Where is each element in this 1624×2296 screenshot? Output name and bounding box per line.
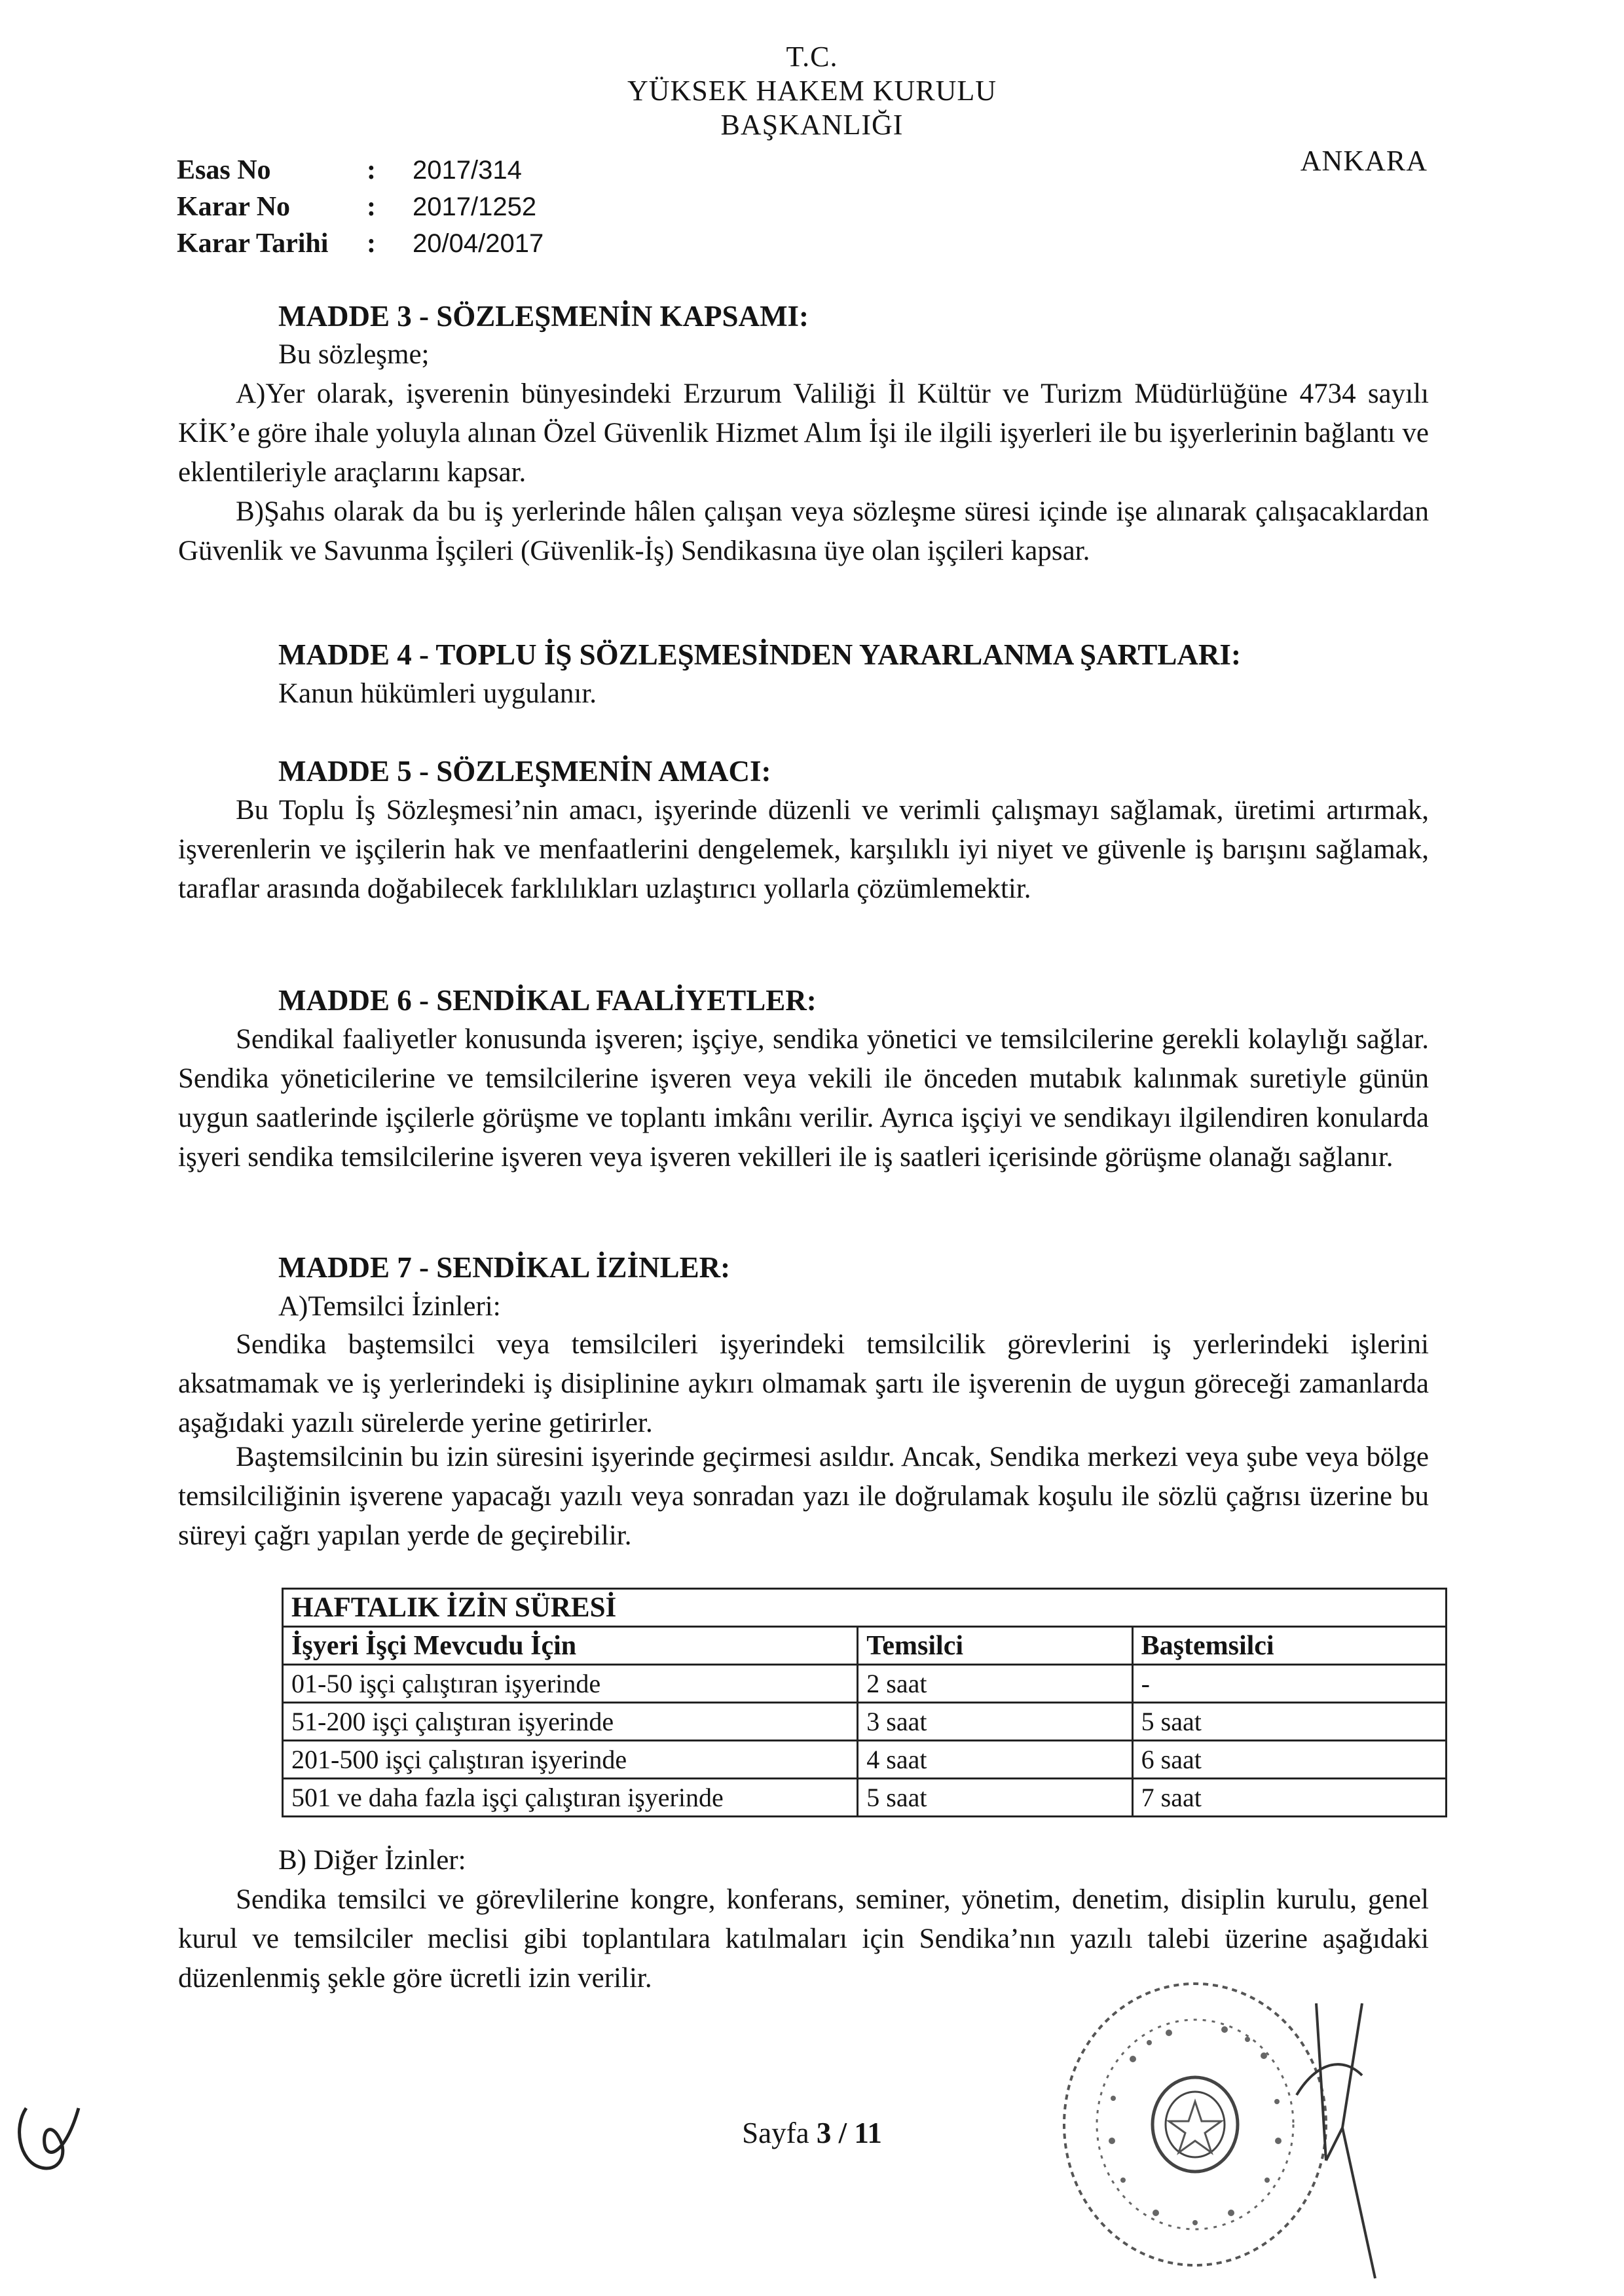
madde7-b-title: B) Diğer İzinler: (278, 1845, 466, 1876)
table-header-row (283, 1627, 1447, 1665)
meta-label: Esas No (177, 155, 271, 185)
madde7-heading: MADDE 7 - SENDİKAL İZİNLER: (278, 1251, 731, 1284)
meta-esas-no: Esas No : 2017/314 (177, 152, 522, 189)
header-city: ANKARA (1300, 145, 1428, 177)
table-cell: 6 saat (1132, 1741, 1446, 1779)
table-cell: 5 saat (858, 1779, 1132, 1817)
table-cell: 01-50 işçi çalıştıran işyerinde (283, 1665, 858, 1703)
total-pages: 11 (854, 2117, 882, 2149)
table-cell: 5 saat (1132, 1703, 1446, 1741)
madde7-a-paragraph-2: Baştemsilcinin bu izin süresini işyerinde geçirmesi asıldır. Ancak, Sendika merkezi veya şube veya bölge temsilciliğinin işverene yapacağı yazılı veya sonradan yazı ile doğrulamak koşulu ile sözlü çağrısı üzerine bu süreyi çağrı yapılan yerde de geçirebilir. (178, 1442, 1429, 1551)
table-cell: 2 saat (858, 1665, 1132, 1703)
weekly-leave-table (282, 1588, 1447, 1817)
meta-label: Karar Tarihi (177, 228, 329, 259)
madde6-heading: MADDE 6 - SENDİKAL FAALİYETLER: (278, 984, 817, 1017)
madde4-text: Kanun hükümleri uygulanır. (278, 678, 597, 709)
table-title-row (283, 1589, 1447, 1627)
table-row (283, 1703, 1447, 1741)
header-department: BAŞKANLIĞI (720, 109, 904, 141)
madde3-item-a: A)Yer olarak, işverenin bünyesindeki Erzurum Valiliği İl Kültür ve Turizm Müdürlüğüne 4734 sayılı KİK’e göre ihale yoluyla alınan Özel Güvenlik Hizmet Alım İşi ile ilgili işyerleri ile bu işyerlerinin bağlantı ve eklentileriyle araçlarını kapsar. (178, 378, 1429, 488)
table-header-cell: Temsilci (858, 1627, 1132, 1665)
page-prefix: Sayfa (742, 2117, 809, 2149)
madde5-text: Bu Toplu İş Sözleşmesi’nin amacı, işyerinde düzenli ve verimli çalışmayı sağlamak, üretimi artırmak, işverenlerin ve işçilerin hak ve menfaatlerini dengelemek, karşılıklı iyi niyet ve güvenle iş barışını sağlamak, taraflar arasında doğabilecek farklılıkları uzlaştırıcı yollarla çözümlemektir. (178, 795, 1429, 904)
header-tc: T.C. (786, 41, 838, 73)
madde7-b-paragraph-1: Sendika temsilci ve görevlilerine kongre, konferans, seminer, yönetim, denetim, disiplin kurulu, genel kurul ve temsilciler meclisi gibi toplantılara katılmaları için Sendika’nın yazılı talebi üzerine aşağıdaki düzenlenmiş şekle göre ücretli izin verilir. (178, 1884, 1429, 1994)
table-cell: 201-500 işçi çalıştıran işyerinde (283, 1741, 858, 1779)
madde3-item-b: B)Şahıs olarak da bu iş yerlerinde hâlen çalışan veya sözleşme süresi içinde işe alınarak çalışacaklardan Güvenlik ve Savunma İşçileri (Güvenlik-İş) Sendikasına üye olan işçileri kapsar. (178, 496, 1429, 566)
page-number (0, 2116, 1624, 2150)
madde7-a-paragraph-1: Sendika baştemsilci veya temsilcileri işyerindeki temsilcilik görevlerini iş yerlerindeki işlerini aksatmamak ve iş yerlerindeki iş disiplinine aykırı olmamak şartı ile işverenin de uygun göreceği zamanlarda aşağıdaki yazılı sürelerde yerine getirirler. (178, 1329, 1429, 1438)
table-cell: 3 saat (858, 1703, 1132, 1741)
table-row (283, 1741, 1447, 1779)
table-cell: 501 ve daha fazla işçi çalıştıran işyerinde (283, 1779, 858, 1817)
table-cell: 7 saat (1132, 1779, 1446, 1817)
meta-karar-tarihi: Karar Tarihi : 20/04/2017 (177, 225, 544, 262)
madde4-heading: MADDE 4 - TOPLU İŞ SÖZLEŞMESİNDEN YARARLANMA ŞARTLARI: (278, 638, 1241, 671)
madde6-text: Sendikal faaliyetler konusunda işveren; işçiye, sendika yönetici ve temsilcilerine gerekli kolaylığı sağlar. Sendika yöneticilerine ve temsilcilerine işveren veya vekili ile önceden mutabık kalınmak suretiyle günün uygun saatlerinde işçilerle görüşme ve toplantı imkânı verilir. Ayrıca işçiyi ve sendikayı ilgilendiren konularda işyeri sendika temsilcilerine işveren veya işveren vekilleri ile iş saatleri içerisinde görüşme olanağı sağlanır. (178, 1024, 1429, 1173)
meta-value: 2017/1252 (413, 192, 537, 221)
current-page: 3 (816, 2117, 832, 2149)
header-institution: YÜKSEK HAKEM KURULU (627, 75, 997, 107)
madde5-heading: MADDE 5 - SÖZLEŞMENİN AMACI: (278, 755, 771, 788)
madde3-intro: Bu sözleşme; (278, 339, 430, 370)
meta-value: 20/04/2017 (413, 229, 544, 258)
table-cell: - (1132, 1665, 1446, 1703)
table-row (283, 1779, 1447, 1817)
madde7-a-title: A)Temsilci İzinleri: (278, 1291, 501, 1322)
table-header-cell: İşyeri İşçi Mevcudu İçin (283, 1627, 858, 1665)
table-header-cell: Baştemsilci (1132, 1627, 1446, 1665)
meta-karar-no: Karar No : 2017/1252 (177, 189, 536, 225)
page-separator: / (838, 2117, 847, 2149)
madde3-heading: MADDE 3 - SÖZLEŞMENİN KAPSAMI: (278, 300, 809, 333)
meta-value: 2017/314 (413, 156, 522, 185)
table-cell: 51-200 işçi çalıştıran işyerinde (283, 1703, 858, 1741)
table-cell: 4 saat (858, 1741, 1132, 1779)
meta-label: Karar No (177, 192, 291, 222)
table-title: HAFTALIK İZİN SÜRESİ (283, 1589, 1447, 1627)
table-row (283, 1665, 1447, 1703)
